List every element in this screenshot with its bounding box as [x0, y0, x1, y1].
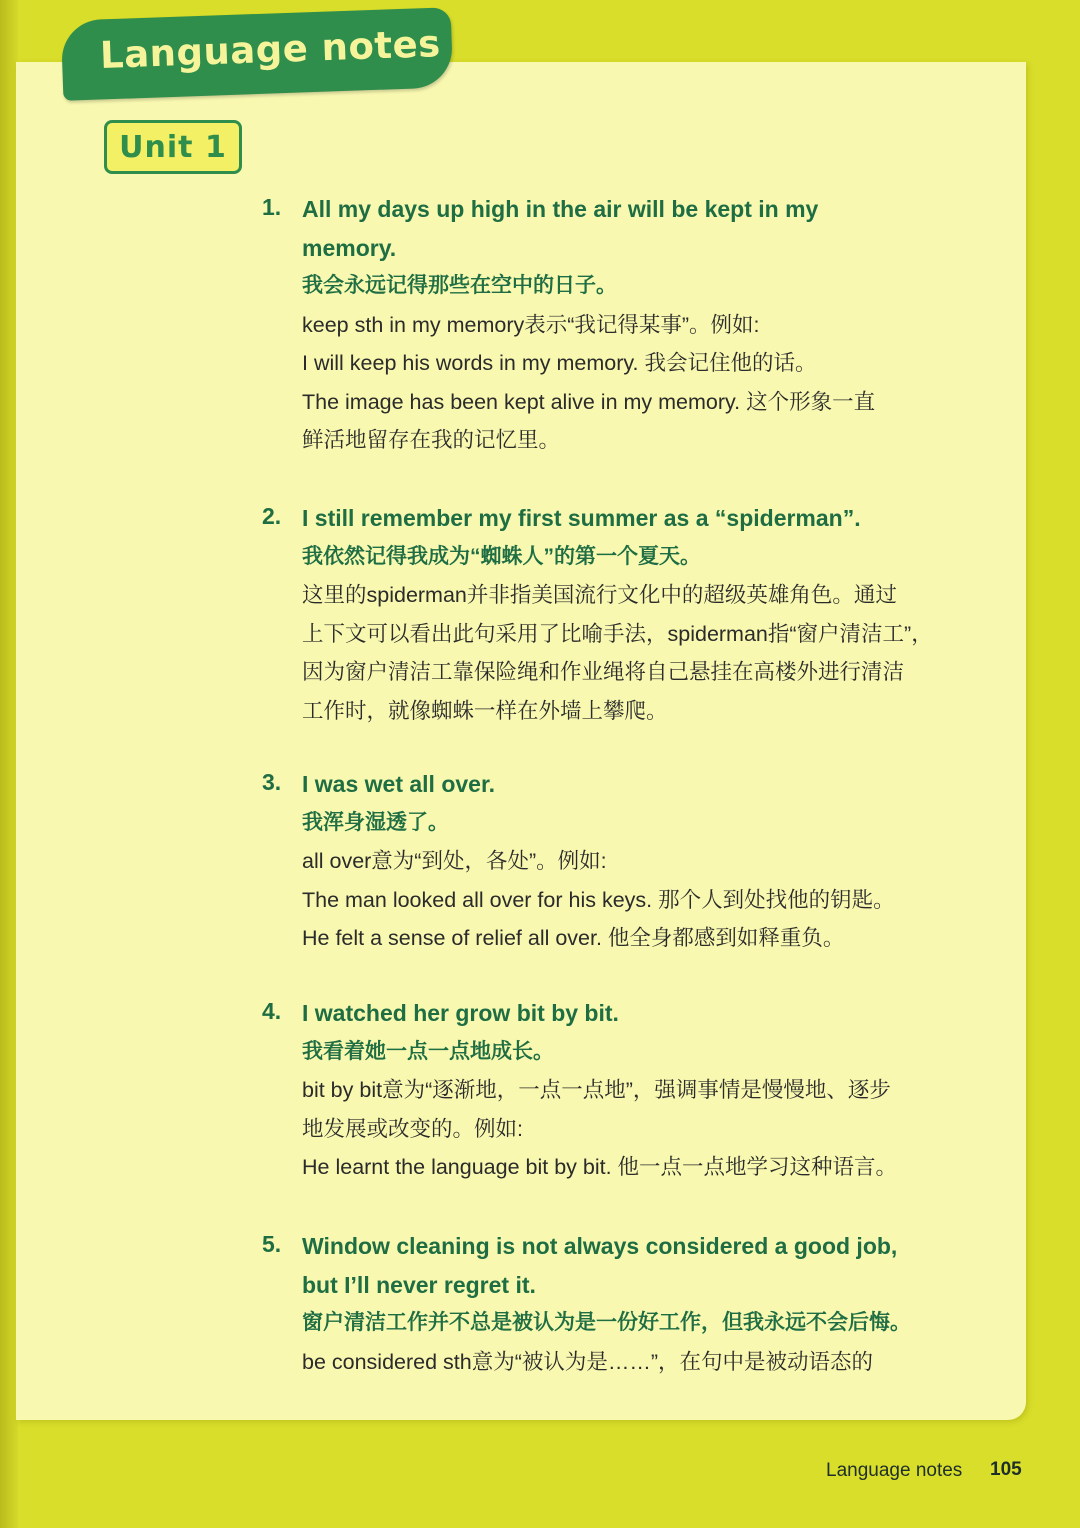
note-english-line: memory. — [302, 234, 397, 261]
note-chinese-translation: 我看着她一点一点地成长。 — [302, 1039, 554, 1063]
note-example-line: The man looked all over for his keys. 那个人到处找他的钥匙。 — [302, 887, 895, 912]
note-number: 1. — [262, 194, 282, 220]
note-explanation-line: keep sth in my memory表示“我记得某事”。例如: — [302, 312, 760, 337]
note-english-line: but I’ll never regret it. — [302, 1271, 536, 1298]
note-english-line: I was wet all over. — [302, 771, 496, 797]
note-english-line: I watched her grow bit by bit. — [302, 1000, 619, 1026]
note-english-line: Window cleaning is not always considered a good job, — [302, 1233, 898, 1259]
note-body — [302, 499, 962, 730]
language-note-2 — [262, 499, 962, 730]
note-example-line: I will keep his words in my memory. 我会记住他的话。 — [302, 351, 817, 375]
note-chinese-translation: 我依然记得我成为“蜘蛛人”的第一个夏天。 — [302, 544, 701, 568]
note-chinese-translation: 我浑身湿透了。 — [302, 810, 449, 834]
note-english-line: All my days up high in the air will be kept in my — [302, 196, 819, 222]
note-body — [302, 765, 962, 958]
note-explanation-line: all over意为“到处，各处”。例如: — [302, 849, 607, 873]
note-body — [302, 190, 962, 460]
note-example-line: He felt a sense of relief all over. 他全身都感到如释重负。 — [302, 926, 845, 950]
note-explanation-line: 上下文可以看出此句采用了比喻手法，spiderman指“窗户清洁工”， — [302, 621, 933, 646]
note-explanation-line: 因为窗户清洁工靠保险绳和作业绳将自己悬挂在高楼外进行清洁 — [302, 660, 905, 684]
unit-badge — [104, 120, 242, 174]
footer-section-label: Language notes — [826, 1460, 963, 1481]
note-number: 2. — [262, 503, 282, 529]
note-explanation-line: 工作时，就像蜘蛛一样在外墙上攀爬。 — [302, 698, 668, 723]
note-explanation-line: 这里的spiderman并非指美国流行文化中的超级英雄角色。通过 — [302, 583, 897, 607]
language-note-4 — [262, 994, 962, 1187]
note-body — [302, 1227, 962, 1381]
language-note-3 — [262, 765, 962, 958]
note-explanation-line: 地发展或改变的。例如: — [302, 1116, 523, 1141]
note-explanation-line: be considered sth意为“被认为是……”，在句中是被动语态的 — [302, 1349, 874, 1374]
note-chinese-translation: 我会永远记得那些在空中的日子。 — [302, 274, 617, 297]
note-explanation-line: bit by bit意为“逐渐地，一点一点地”，强调事情是慢慢地、逐步 — [302, 1078, 891, 1102]
note-number: 5. — [262, 1231, 282, 1257]
note-example-line: He learnt the language bit by bit. 他一点一点地学习这种语言。 — [302, 1155, 898, 1179]
page-number: 105 — [990, 1459, 1022, 1480]
note-number: 4. — [262, 998, 282, 1024]
note-example-line: 鲜活地留存在我的记忆里。 — [302, 428, 561, 452]
note-english-line: I still remember my first summer as a “spiderman”. — [302, 505, 861, 531]
note-number: 3. — [262, 769, 282, 795]
language-note-5 — [262, 1227, 962, 1381]
note-chinese-translation: 窗户清洁工作并不总是被认为是一份好工作，但我永远不会后悔。 — [302, 1311, 911, 1334]
note-example-line: The image has been kept alive in my memory. 这个形象一直 — [302, 389, 876, 414]
unit-label: Unit 1 — [119, 129, 227, 165]
section-title: Language notes — [99, 22, 442, 77]
language-note-1 — [262, 190, 962, 460]
note-body — [302, 994, 962, 1187]
